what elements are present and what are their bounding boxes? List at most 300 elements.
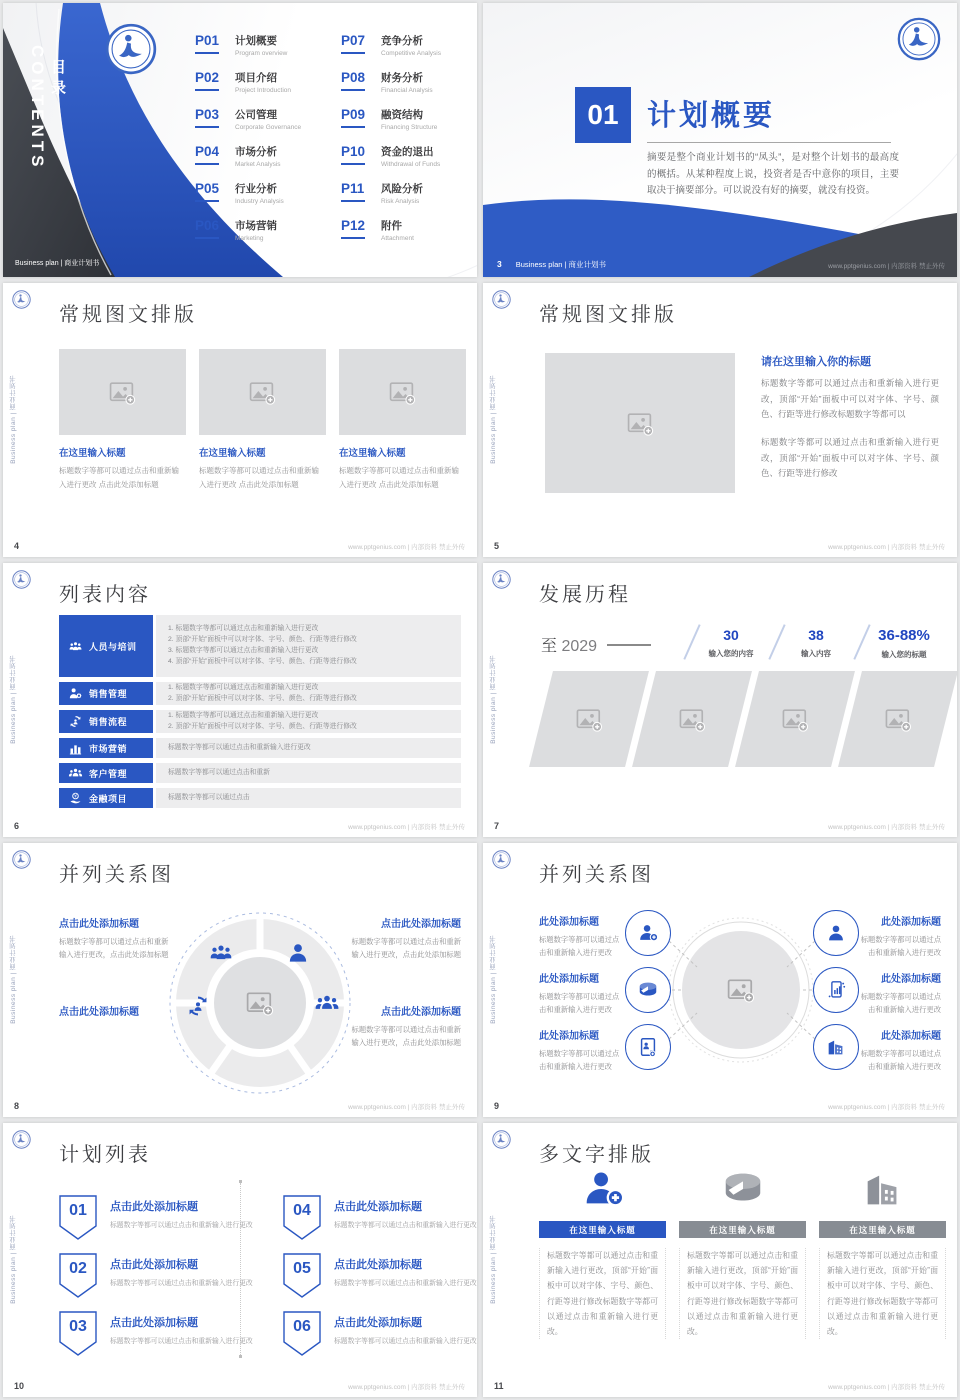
- university-emblem-logo: [897, 17, 941, 61]
- relation-body: 标题数字等都可以通过点击和重新输入进行更改，点击此处添加标题: [351, 937, 461, 960]
- relation-text-block: [539, 970, 623, 1016]
- slide-title: 发展历程: [539, 584, 631, 606]
- list-row-label: 金融项目: [89, 793, 128, 804]
- stat-label: 输入您的内容: [708, 649, 754, 658]
- toc-item[interactable]: [341, 144, 477, 168]
- list-row-panel: [156, 615, 461, 677]
- toc-underline: [195, 126, 219, 128]
- side-brand-text: Business plan | 商业计划书: [10, 655, 17, 744]
- person-gear-icon: [68, 686, 83, 701]
- card-heading: 在这里输入标题: [339, 448, 406, 459]
- toc-item-subtitle: Competitive Analysis: [381, 50, 441, 57]
- toc-item-number: P08: [341, 70, 366, 85]
- badge-number: 02: [69, 1260, 87, 1277]
- relation-text-block: [345, 1003, 461, 1049]
- slide-list-content[interactable]: [3, 563, 477, 837]
- satellite-circle: [813, 910, 859, 956]
- slide-section-01[interactable]: [483, 3, 957, 277]
- toc-item[interactable]: [195, 181, 337, 205]
- image-card-row: [59, 349, 466, 492]
- relation-heading: 点击此处添加标题: [59, 919, 139, 930]
- toc-item-number: P12: [341, 218, 366, 233]
- toc-underline: [341, 89, 365, 91]
- list-row-label: 客户管理: [89, 768, 128, 779]
- multitext-column: [679, 1163, 806, 1339]
- slide-title: 多文字排版: [539, 1144, 654, 1166]
- toc-item-subtitle: Financial Analysis: [381, 87, 433, 94]
- slide-image-text-1col[interactable]: [483, 283, 957, 557]
- plan-body: 标题数字等都可以通过点击和重新输入进行更改: [334, 1280, 477, 1287]
- image-placeholder-icon: [389, 380, 416, 405]
- toc-underline: [195, 89, 219, 91]
- toc-item-title: 公司管理: [235, 109, 277, 121]
- toc-item-subtitle: Market Analysis: [235, 161, 281, 168]
- relation-heading: 此处添加标题: [881, 1031, 941, 1042]
- column-body: 标题数字等都可以通过点击和重新输入进行更改，顶部“开始”面板中可以对字体、字号、颜色、行距等进行修改标题数字等都可以通过点击和重新输入进行更改。: [819, 1248, 946, 1339]
- people-icon: [208, 940, 234, 966]
- relation-heading: 此处添加标题: [881, 974, 941, 985]
- toc-underline: [341, 52, 365, 54]
- site-footer-text: www.pptgenius.com | 内部资料 禁止外传: [348, 544, 465, 551]
- image-placeholder: [59, 349, 186, 435]
- page-number: 5: [494, 541, 500, 551]
- plan-body: 标题数字等都可以通过点击和重新输入进行更改: [334, 1338, 477, 1345]
- toc-vertical-title: [27, 45, 68, 171]
- list-line: 标题数字等都可以通过点击: [168, 793, 250, 801]
- section-title: 计划概要: [647, 100, 776, 132]
- slide-toc[interactable]: [3, 3, 477, 277]
- toc-item-number: P02: [195, 70, 220, 85]
- site-footer-text: www.pptgenius.com | 内部资料 禁止外传: [348, 1104, 465, 1111]
- pie-chart-icon: [720, 1163, 766, 1215]
- timeline-stat: [686, 627, 776, 659]
- toc-item-title: 风险分析: [381, 183, 423, 195]
- toc-item-number: P06: [195, 218, 220, 233]
- timeline-year: [541, 633, 651, 656]
- list-row-tag: [59, 710, 153, 733]
- image-placeholder-icon: [576, 707, 603, 732]
- toc-item-title: 市场营销: [235, 220, 277, 232]
- toc-item[interactable]: [341, 70, 477, 94]
- toc-item-subtitle: Project Introduction: [235, 87, 292, 94]
- image-placeholder-icon: [885, 707, 912, 732]
- badge-number: 04: [293, 1202, 311, 1219]
- toc-item-title: 资金的退出: [381, 146, 434, 158]
- toc-underline: [341, 126, 365, 128]
- image-placeholder: [339, 349, 466, 435]
- toc-item-title: 计划概要: [235, 35, 277, 47]
- plan-body: 标题数字等都可以通过点击和重新输入进行更改: [110, 1222, 253, 1229]
- image-placeholder: [838, 671, 957, 767]
- slide-title: 常规图文排版: [59, 304, 197, 326]
- list-line: 4. 顶部“开始”面板中可以对字体、字号、颜色、行距等进行修改: [168, 657, 357, 665]
- timeline-stat: [856, 627, 952, 660]
- list-row-panel: [156, 710, 461, 733]
- toc-footer-brand: Business plan | 商业计划书: [15, 260, 100, 267]
- toc-item-subtitle: Corporate Governance: [235, 124, 302, 131]
- column-body: 标题数字等都可以通过点击和重新输入进行更改，顶部“开始”面板中可以对字体、字号、颜色、行距等进行修改标题数字等都可以通过点击和重新输入进行更改。: [539, 1248, 666, 1339]
- toc-underline: [341, 200, 365, 202]
- cycle-icon: [185, 993, 211, 1019]
- list-row[interactable]: [59, 738, 461, 758]
- toc-item-subtitle: Attachment: [381, 235, 414, 242]
- university-emblem-logo: [105, 23, 157, 75]
- list-row-tag: [59, 738, 153, 758]
- list-line: 2. 顶部“开始”面板中可以对字体、字号、颜色、行距等进行修改: [168, 636, 357, 644]
- list-row[interactable]: [59, 682, 461, 705]
- toc-item[interactable]: [195, 144, 337, 168]
- slide-plan-list[interactable]: [3, 1123, 477, 1397]
- number-badge: [59, 1311, 97, 1356]
- card-heading: 在这里输入标题: [59, 448, 126, 459]
- list-line: 2. 顶部“开始”面板中可以对字体、字号、颜色、行距等进行修改: [168, 722, 357, 730]
- toc-item-subtitle: Withdrawal of Funds: [381, 161, 441, 168]
- plan-heading: 点击此处添加标题: [334, 1317, 422, 1329]
- image-placeholder: [199, 349, 326, 435]
- list-row-panel: [156, 788, 461, 808]
- list-row-panel: [156, 738, 461, 758]
- toc-item[interactable]: [341, 181, 477, 205]
- badge-number: 01: [69, 1202, 87, 1219]
- side-brand-text: Business plan | 商业计划书: [490, 1215, 497, 1304]
- relation-body: 标题数字等都可以通过点击和重新输入进行更改，点击此处添加标题: [59, 937, 169, 960]
- timeline-stat: [771, 627, 861, 659]
- slide-title: 常规图文排版: [539, 304, 677, 326]
- slide-image-text-3col[interactable]: [3, 283, 477, 557]
- list-row-tag: [59, 615, 153, 677]
- plan-item[interactable]: [283, 1253, 477, 1298]
- number-badge: [283, 1253, 321, 1298]
- image-placeholder-icon: [246, 989, 274, 1017]
- plan-item[interactable]: [283, 1195, 477, 1240]
- list-row-label: 销售管理: [89, 689, 128, 699]
- site-footer-text: www.pptgenius.com | 内部资料 禁止外传: [828, 824, 945, 831]
- mini-emblem-logo: [12, 570, 31, 589]
- slide-title: 并列关系图: [539, 864, 654, 886]
- plan-heading: 点击此处添加标题: [110, 1317, 198, 1329]
- relation-heading: 点击此处添加标题: [59, 1007, 139, 1018]
- site-footer-text: www.pptgenius.com | 内部资料 禁止外传: [828, 1104, 945, 1111]
- relation-text-block: [857, 913, 941, 959]
- relation-heading: 此处添加标题: [539, 974, 599, 985]
- toc-item[interactable]: [195, 107, 337, 131]
- toc-item-title: 财务分析: [381, 72, 423, 84]
- id-card-icon: [637, 1036, 659, 1058]
- dash-line: [607, 644, 651, 646]
- mini-emblem-logo: [492, 290, 511, 309]
- mini-emblem-logo: [492, 570, 511, 589]
- toc-item[interactable]: [341, 218, 477, 242]
- stat-label: 输入您的标题: [881, 650, 927, 659]
- relation-heading: 此处添加标题: [539, 1031, 599, 1042]
- site-footer-text: www.pptgenius.com | 内部资料 禁止外传: [348, 1384, 465, 1391]
- list-line: 1. 标题数字等都可以通过点击和重新输入进行更改: [168, 625, 319, 633]
- site-footer-text: www.pptgenius.com | 内部资料 禁止外传: [828, 544, 945, 551]
- card-body: 标题数字等都可以通过点击和重新输入进行更改 点击此处添加标题: [59, 466, 179, 489]
- relation-text-block: [345, 915, 461, 961]
- mini-emblem-logo: [492, 850, 511, 869]
- bar-chart-icon: [68, 741, 83, 756]
- toc-item-subtitle: Financing Structure: [381, 124, 438, 131]
- page-number: 10: [14, 1381, 25, 1391]
- list-row-tag: [59, 788, 153, 808]
- toc-item[interactable]: [195, 33, 337, 57]
- plan-body: 标题数字等都可以通过点击和重新输入进行更改: [110, 1338, 253, 1345]
- column-header-bar: 在这里输入标题: [539, 1221, 666, 1238]
- side-brand-text: Business plan | 商业计划书: [490, 655, 497, 744]
- image-placeholder-icon: [109, 380, 136, 405]
- slide-title: 计划列表: [59, 1144, 151, 1166]
- relation-heading: 此处添加标题: [539, 917, 599, 928]
- list-line: 2. 顶部“开始”面板中可以对字体、字号、颜色、行距等进行修改: [168, 694, 357, 702]
- toc-item[interactable]: [195, 218, 337, 242]
- list-row-tag: [59, 682, 153, 705]
- toc-item-title: 市场分析: [235, 146, 277, 158]
- toc-underline: [195, 163, 219, 165]
- divider-line: [647, 142, 891, 143]
- toc-title-cn: 目录: [49, 59, 66, 101]
- list-row-panel: [156, 682, 461, 705]
- toc-underline: [341, 237, 365, 239]
- plan-body: 标题数字等都可以通过点击和重新输入进行更改: [334, 1222, 477, 1229]
- list-line: 1. 标题数字等都可以通过点击和重新输入进行更改: [168, 683, 319, 691]
- image-placeholder-icon: [249, 380, 276, 405]
- year-prefix: 至: [541, 638, 558, 655]
- plan-heading: 点击此处添加标题: [334, 1201, 422, 1213]
- number-badge: [283, 1311, 321, 1356]
- toc-underline: [195, 237, 219, 239]
- number-badge: [59, 1195, 97, 1240]
- person-icon: [285, 940, 311, 966]
- relation-body: 标题数字等都可以通过点击和重新输入进行更改: [860, 1049, 941, 1072]
- site-footer-text: www.pptgenius.com | 内部资料 禁止外传: [828, 1384, 945, 1391]
- timeline-image-band: [541, 671, 946, 767]
- image-card: [199, 349, 326, 492]
- toc-item-number: P11: [341, 181, 365, 196]
- image-placeholder: [545, 353, 735, 493]
- content-heading: 请在这里输入你的标题: [761, 356, 871, 368]
- svg-text:¥: ¥: [74, 794, 77, 800]
- page-number: 6: [14, 821, 20, 831]
- list-row-label: 销售流程: [89, 717, 128, 727]
- toc-item-title: 附件: [381, 220, 402, 232]
- page-number: 4: [14, 541, 20, 551]
- relation-body: 标题数字等都可以通过点击和重新输入进行更改: [539, 1049, 620, 1072]
- list-line: 标题数字等都可以通过点击和重新输入进行更改: [168, 743, 311, 751]
- toc-item-number: P03: [195, 107, 220, 122]
- image-placeholder: [632, 671, 752, 767]
- toc-item-number: P07: [341, 33, 366, 48]
- page-number: 3: [497, 259, 502, 269]
- column-header-bar: 在这里输入标题: [819, 1221, 946, 1238]
- side-brand-text: Business plan | 商业计划书: [10, 935, 17, 1024]
- toc-item-title: 项目介绍: [235, 72, 277, 84]
- year-value: 2029: [561, 638, 598, 655]
- mini-emblem-logo: [492, 1130, 511, 1149]
- pie-chart-icon: [637, 979, 659, 1001]
- toc-item-title: 行业分析: [235, 183, 277, 195]
- relation-body: 标题数字等都可以通过点击和重新输入进行更改，点击此处添加标题: [351, 1025, 461, 1048]
- list-row-label: 人员与培训: [89, 641, 137, 652]
- toc-item-number: P09: [341, 107, 366, 122]
- page-number: 7: [494, 821, 500, 831]
- relation-body: 标题数字等都可以通过点击和重新输入进行更改: [860, 935, 941, 958]
- list-row-panel: [156, 763, 461, 783]
- slide-timeline[interactable]: [483, 563, 957, 837]
- page-number: 11: [494, 1381, 504, 1391]
- toc-item-title: 竞争分析: [381, 35, 423, 47]
- list-rows: [59, 615, 461, 808]
- toc-item-subtitle: Program overview: [235, 50, 288, 57]
- slide-relation-hub[interactable]: [483, 843, 957, 1117]
- chart-mobile-icon: [825, 979, 847, 1001]
- satellite-circle: [813, 967, 859, 1013]
- relation-body: 标题数字等都可以通过点击和重新输入进行更改: [539, 935, 620, 958]
- slide-relation-donut[interactable]: [3, 843, 477, 1117]
- slide-title: 列表内容: [59, 584, 151, 606]
- toc-item[interactable]: [341, 107, 477, 131]
- list-row[interactable]: [59, 763, 461, 783]
- toc-item-subtitle: Industry Analysis: [235, 198, 284, 205]
- toc-underline: [341, 163, 365, 165]
- toc-item-number: P01: [195, 33, 220, 48]
- number-badge: [59, 1253, 97, 1298]
- multitext-columns: [539, 1163, 946, 1339]
- page-number: 9: [494, 1101, 500, 1111]
- image-placeholder-icon: [782, 707, 809, 732]
- relation-body: 标题数字等都可以通过点击和重新输入进行更改: [539, 992, 620, 1015]
- relation-text-block: [539, 913, 623, 959]
- toc-item-subtitle: Marketing: [235, 235, 264, 242]
- stat-value: 38: [808, 627, 824, 643]
- relation-text-block: [59, 915, 175, 961]
- plan-item[interactable]: [59, 1195, 271, 1240]
- toc-title-en: CONTENTS: [28, 45, 47, 171]
- list-row[interactable]: [59, 710, 461, 733]
- image-card: [59, 349, 186, 492]
- column-header-bar: 在这里输入标题: [679, 1221, 806, 1238]
- person-icon: [825, 922, 847, 944]
- plan-item[interactable]: [59, 1253, 271, 1298]
- slide-title: 并列关系图: [59, 864, 174, 886]
- slide-footer-left: [497, 259, 606, 270]
- column-body: 标题数字等都可以通过点击和重新输入进行更改，顶部“开始”面板中可以对字体、字号、颜色、行距等进行修改标题数字等都可以通过点击和重新输入进行更改。: [679, 1248, 806, 1339]
- toc-item[interactable]: [341, 33, 477, 57]
- toc-underline: [195, 200, 219, 202]
- image-placeholder-icon: [679, 707, 706, 732]
- list-row[interactable]: [59, 788, 461, 808]
- content-paragraph: 标题数字等都可以通过点击和重新输入进行更改，顶部“开始”面板中可以对字体、字号、颜色、行距等进行修改: [761, 437, 939, 479]
- person-add-icon: [580, 1163, 626, 1215]
- relation-heading: 点击此处添加标题: [381, 1007, 461, 1018]
- customers-icon: [314, 991, 340, 1017]
- page-number: 8: [14, 1101, 20, 1111]
- multitext-column: [539, 1163, 666, 1339]
- plan-heading: 点击此处添加标题: [110, 1201, 198, 1213]
- list-row-label: 市场营销: [89, 743, 128, 754]
- relation-text-block: [59, 1003, 175, 1023]
- mini-emblem-logo: [12, 850, 31, 869]
- badge-number: 06: [293, 1318, 311, 1335]
- plan-item[interactable]: [59, 1311, 271, 1356]
- image-placeholder-icon: [727, 976, 755, 1004]
- plan-item[interactable]: [283, 1311, 477, 1356]
- slide-multitext[interactable]: [483, 1123, 957, 1397]
- number-badge: [283, 1195, 321, 1240]
- building-icon: [860, 1163, 906, 1215]
- satellite-circle: [625, 1024, 671, 1070]
- list-line: 标题数字等都可以通过点击和重新: [168, 768, 270, 776]
- toc-item[interactable]: [195, 70, 337, 94]
- mini-emblem-logo: [12, 290, 31, 309]
- site-footer-text: www.pptgenius.com | 内部资料 禁止外传: [348, 824, 465, 831]
- stat-label: 输入内容: [801, 649, 831, 658]
- badge-number: 03: [69, 1318, 87, 1335]
- customers-icon: [68, 766, 83, 781]
- toc-item-number: P10: [341, 144, 366, 159]
- card-body: 标题数字等都可以通过点击和重新输入进行更改 点击此处添加标题: [199, 466, 319, 489]
- brand-text: Business plan | 商业计划书: [515, 260, 607, 269]
- satellite-circle: [813, 1024, 859, 1070]
- image-placeholder: [529, 671, 649, 767]
- relation-text-block: [539, 1027, 623, 1073]
- side-brand-text: Business plan | 商业计划书: [10, 375, 17, 464]
- side-brand-text: Business plan | 商业计划书: [490, 935, 497, 1024]
- cycle-icon: [68, 714, 83, 729]
- relation-heading: 此处添加标题: [881, 917, 941, 928]
- list-line: 3. 标题数字等都可以通过点击和重新输入进行更改: [168, 647, 319, 654]
- relation-heading: 点击此处添加标题: [381, 919, 461, 930]
- section-number-box: 01: [575, 87, 631, 143]
- people-icon: [68, 639, 83, 654]
- satellite-circle: [625, 967, 671, 1013]
- stat-value: 36-88%: [878, 627, 930, 644]
- list-line: 1. 标题数字等都可以通过点击和重新输入进行更改: [168, 711, 319, 719]
- relation-text-block: [857, 1027, 941, 1073]
- plan-heading: 点击此处添加标题: [334, 1259, 422, 1271]
- side-brand-text: Business plan | 商业计划书: [10, 1215, 17, 1304]
- image-placeholder-icon: [627, 411, 654, 436]
- person-add-icon: [637, 922, 659, 944]
- side-brand-text: Business plan | 商业计划书: [490, 375, 497, 464]
- card-heading: 在这里输入标题: [199, 448, 266, 459]
- card-body: 标题数字等都可以通过点击和重新输入进行更改 点击此处添加标题: [339, 466, 459, 489]
- mini-emblem-logo: [12, 1130, 31, 1149]
- plan-heading: 点击此处添加标题: [110, 1259, 198, 1271]
- stat-value: 30: [723, 627, 739, 643]
- coin-hand-icon: [68, 791, 83, 806]
- list-row[interactable]: [59, 615, 461, 677]
- site-footer-text: www.pptgenius.com | 内部资料 禁止外传: [828, 263, 945, 270]
- building-icon: [825, 1036, 847, 1058]
- content-paragraph: 标题数字等都可以通过点击和重新输入进行更改，顶部“开始”面板中可以对字体、字号、颜色、行距等进行修改标题数字等都可以: [761, 378, 939, 420]
- toc-item-number: P04: [195, 144, 220, 159]
- toc-item-title: 融资结构: [381, 109, 423, 121]
- badge-number: 05: [293, 1260, 311, 1277]
- toc-item-subtitle: Risk Analysis: [381, 198, 420, 205]
- section-body-text: 摘要是整个商业计划书的“凤头”，是对整个计划书的最高度的概括。从某种程度上说，投资者是否中意你的项目，主要取决于摘要部分。可以说没有好的摘要，就没有投资。: [647, 152, 899, 197]
- relation-text-block: [857, 970, 941, 1016]
- toc-underline: [195, 52, 219, 54]
- relation-body: 标题数字等都可以通过点击和重新输入进行更改: [860, 992, 941, 1015]
- image-placeholder: [735, 671, 855, 767]
- list-row-tag: [59, 763, 153, 783]
- toc-item-number: P05: [195, 181, 220, 196]
- multitext-column: [819, 1163, 946, 1339]
- plan-body: 标题数字等都可以通过点击和重新输入进行更改: [110, 1280, 253, 1287]
- image-card: [339, 349, 466, 492]
- satellite-circle: [625, 910, 671, 956]
